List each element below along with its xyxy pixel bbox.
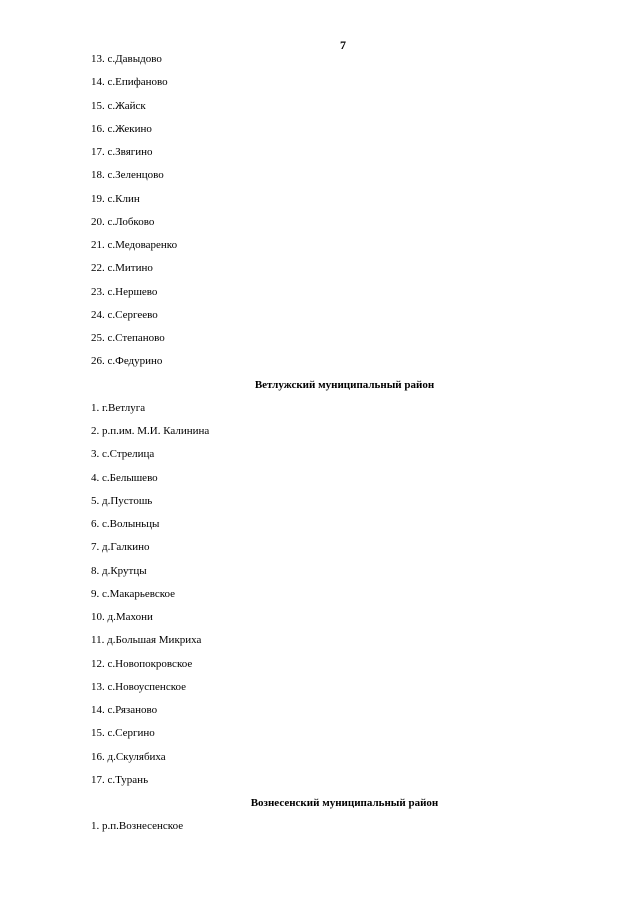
list-item: 14. с.Епифаново [91,76,168,89]
list-item: 13. с.Давыдово [91,53,162,65]
list-item: 10. д.Махони [91,611,153,623]
list-item: 6. с.Волыньцы [91,518,160,530]
list-item: 19. с.Клин [91,192,140,205]
list-item: 17. с.Турань [91,773,149,786]
list-item: 1. г.Ветлуга [91,401,146,414]
list-item: 8. д.Крутцы [91,564,147,577]
list-item: 13. с.Новоуспенское [91,680,186,693]
list-item: 12. с.Новопокровское [91,657,193,670]
list-item: 4. с.Белышево [91,471,158,484]
list-item: 11. д.Большая Микриха [91,634,202,647]
list-item: 24. с.Сергеево [91,308,158,321]
section-heading: Ветлужский муниципальный район [254,378,435,391]
list-item: 23. с.Нершево [91,285,158,298]
list-item: 16. д.Скулябиха [91,750,166,763]
list-item: 5. д.Пустошь [91,494,153,507]
list-item: 16. с.Жекино [91,122,152,135]
list-item: 9. с.Макарьевское [91,587,176,600]
page-number: 7 [340,38,346,52]
list-item: 3. с.Стрелица [91,448,155,461]
section-heading: Вознесенский муниципальный район [250,797,439,809]
list-item: 26. с.Федурино [91,355,163,368]
list-item: 25. с.Степаново [91,332,165,344]
list-item: 22. с.Митино [91,262,153,275]
list-item: 7. д.Галкино [91,541,150,554]
list-item: 15. с.Жайск [91,99,146,112]
list-item: 21. с.Медоваренко [91,239,178,251]
list-item: 2. р.п.им. М.И. Калинина [91,425,210,437]
list-item: 17. с.Звягино [91,146,153,158]
list-item: 20. с.Лобково [91,215,155,228]
list-item: 14. с.Рязаново [91,704,158,716]
document-list [0,51,640,842]
list-item: 1. р.п.Вознесенское [91,820,184,833]
list-item: 15. с.Сергино [91,727,155,740]
list-item: 18. с.Зеленцово [91,169,164,182]
